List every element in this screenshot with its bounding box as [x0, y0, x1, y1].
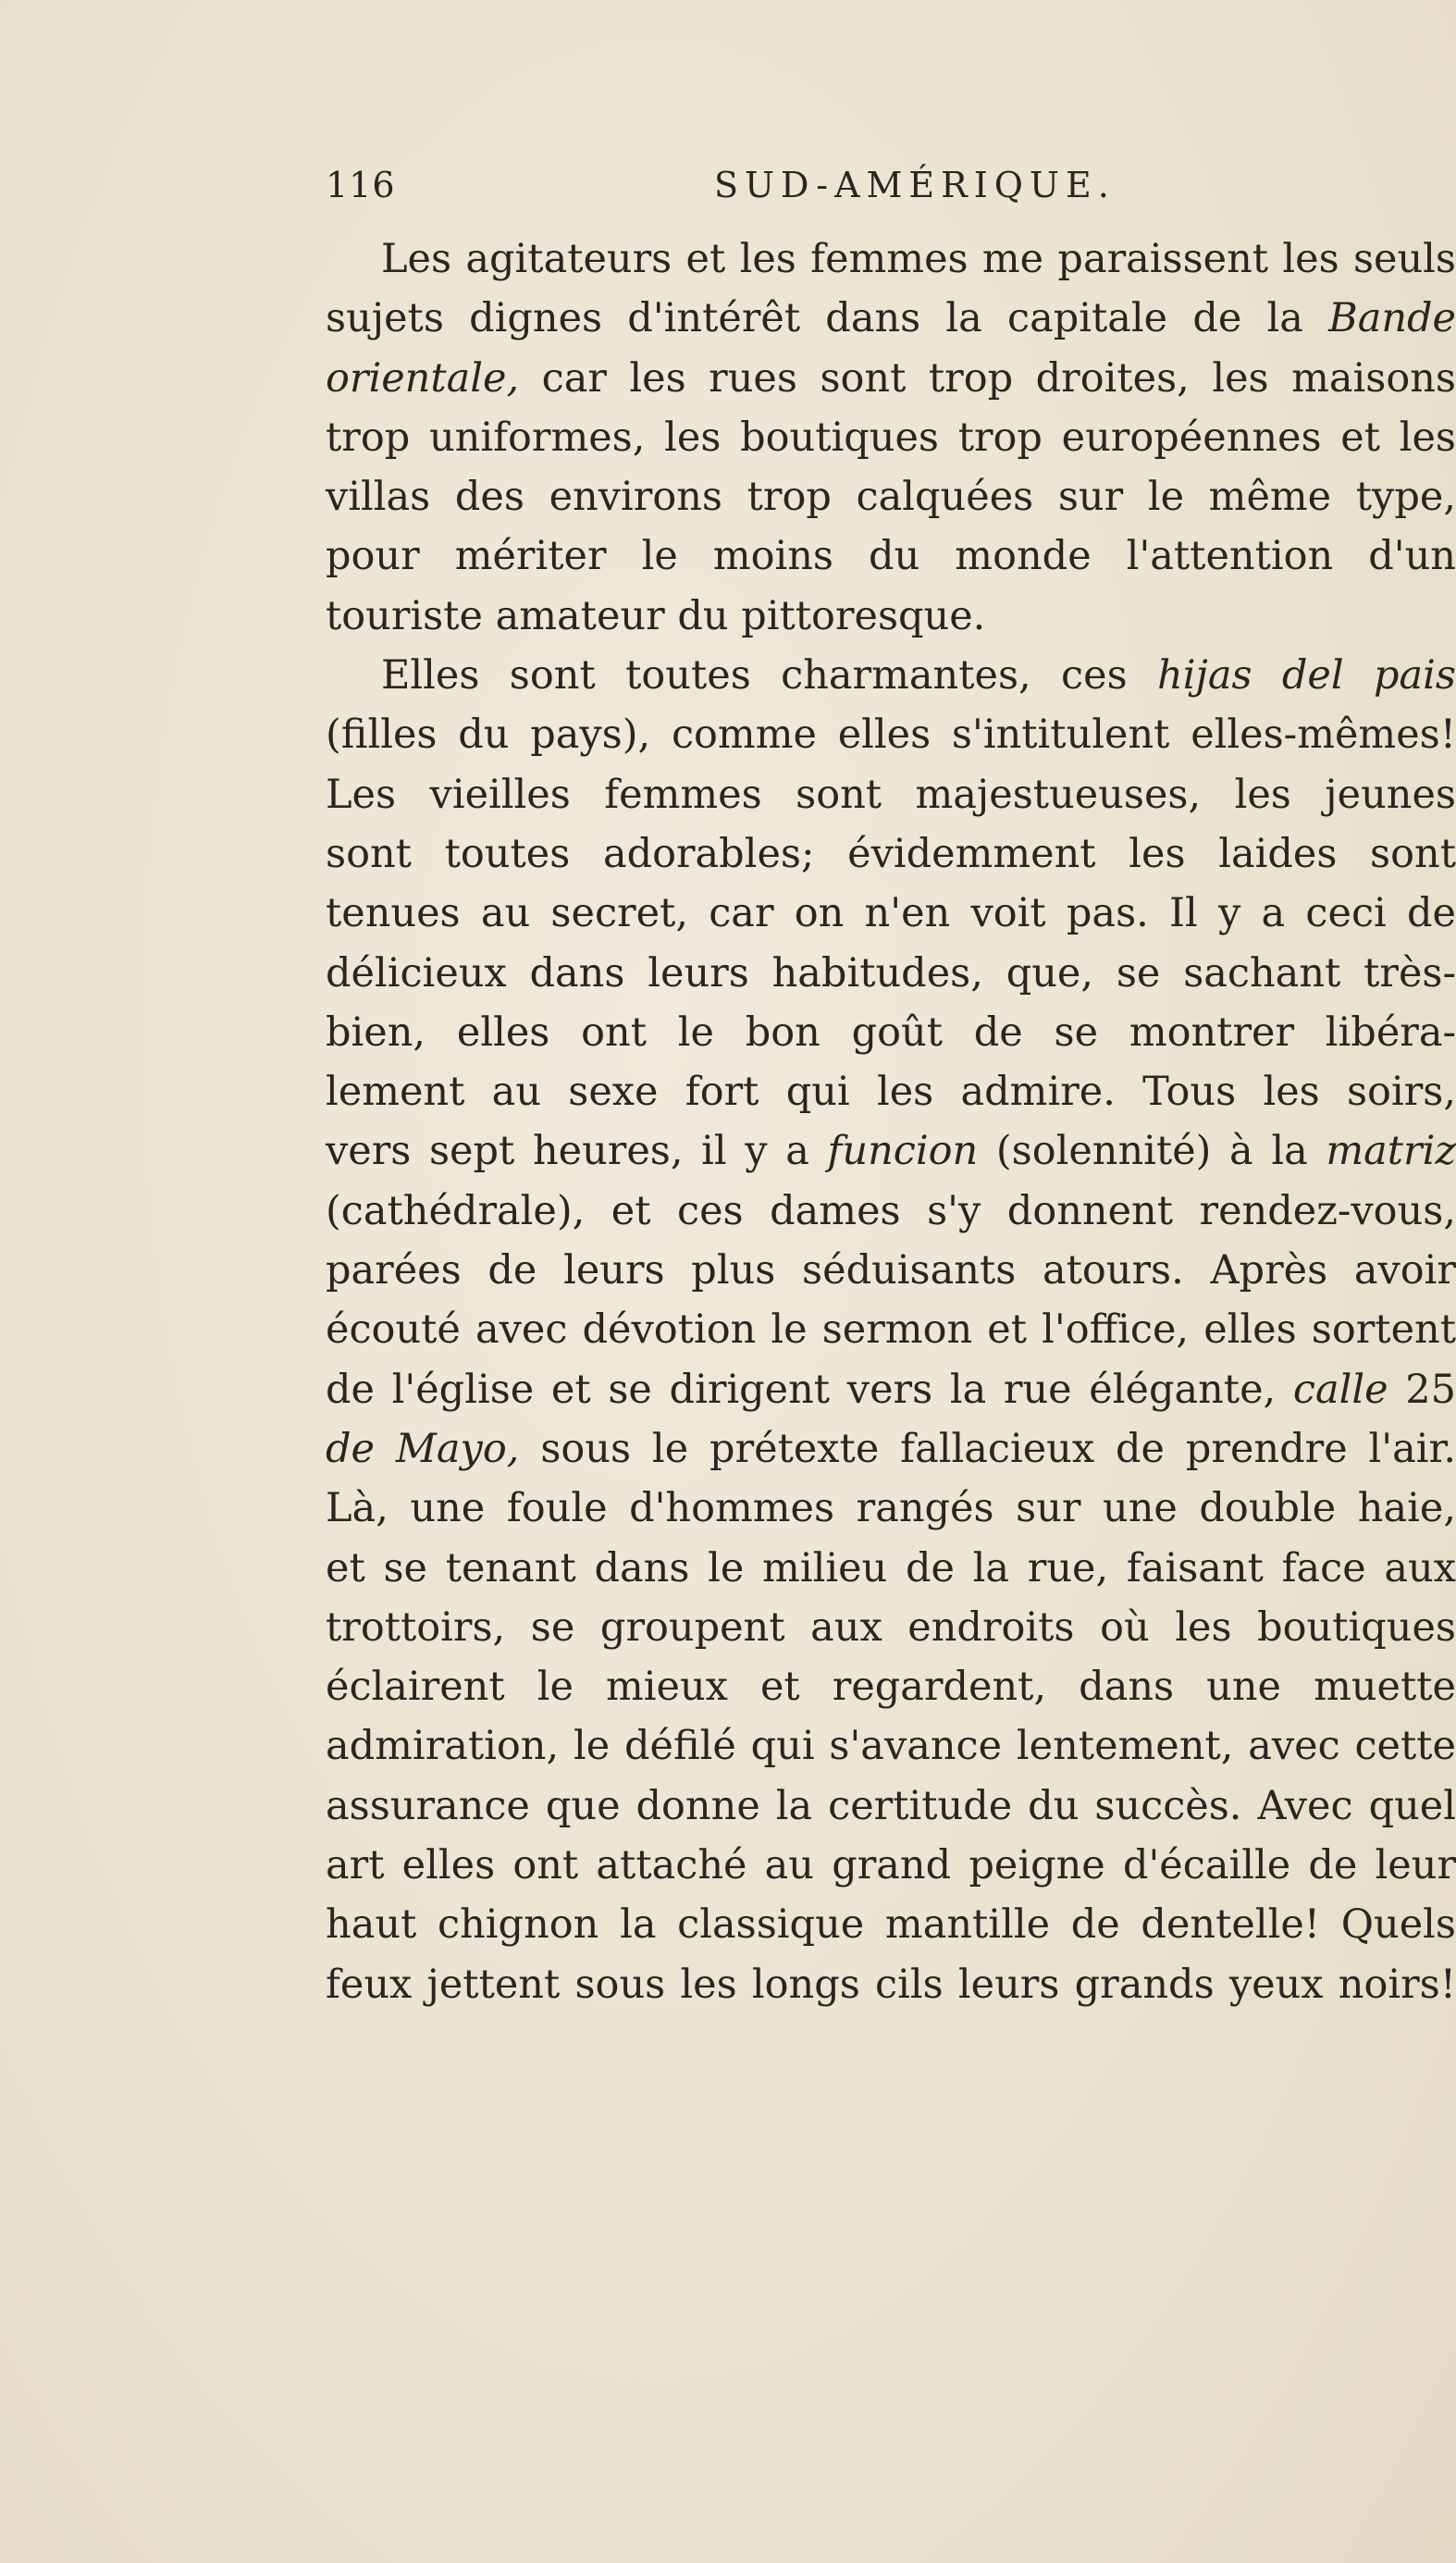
text-line: de l'église et se dirigent vers la rue élégante, calle 25 [326, 1366, 1456, 1413]
text-line: parées de leurs plus séduisants atours. Après avoir [326, 1247, 1456, 1294]
running-title: SUD-AMÉRIQUE. [714, 165, 1116, 205]
text-line: sont toutes adorables; évidemment les laides sont [326, 830, 1456, 877]
text-line: bien, elles ont le bon goût de se montrer libéra- [326, 1009, 1456, 1056]
italic-term: orientale, [326, 354, 520, 402]
body-text [326, 229, 1456, 2014]
italic-term: de Mayo, [326, 1425, 520, 1472]
text-line: délicieux dans leurs habitudes, que, se sachant très- [326, 949, 1456, 997]
text-line: éclairent le mieux et regardent, dans une muette [326, 1664, 1456, 1711]
text-line: lement au sexe fort qui les admire. Tous les soirs, [326, 1069, 1456, 1116]
text-line: art elles ont attaché au grand peigne d'écaille de leur [326, 1842, 1456, 1889]
text-line: trottoirs, se groupent aux endroits où les boutiques [326, 1603, 1456, 1651]
text-line: vers sept heures, il y a funcion (solennité) à la matriz [326, 1128, 1456, 1175]
text-line: Les agitateurs et les femmes me paraissent les seuls [381, 236, 1456, 282]
text-line: Là, une foule d'hommes rangés sur une double haie, [326, 1485, 1456, 1532]
page-header [326, 165, 1456, 220]
text-line: trop uniformes, les boutiques trop européennes et les [326, 414, 1456, 461]
italic-term: Bande [1328, 295, 1456, 342]
text-line: écouté avec dévotion le sermon et l'office, elles sortent [326, 1306, 1456, 1354]
italic-term: calle [1292, 1366, 1388, 1413]
text-line: sujets dignes d'intérêt dans la capitale de la Bande [326, 295, 1456, 342]
text-line: touriste amateur du pittoresque. [326, 592, 986, 639]
text-line: orientale, car les rues sont trop droites, les maisons [326, 354, 1456, 402]
italic-term: funcion [827, 1128, 979, 1175]
text-line: assurance que donne la certitude du succès. Avec quel [326, 1782, 1456, 1829]
text-line: tenues au secret, car on n'en voit pas. Il y a ceci de [326, 890, 1456, 937]
text-line: villas des environs trop calquées sur le même type, [326, 474, 1456, 521]
text-line: de Mayo, sous le prétexte fallacieux de prendre l'air. [326, 1425, 1456, 1472]
text-line: et se tenant dans le milieu de la rue, faisant face aux [326, 1544, 1456, 1591]
text-line: pour mériter le moins du monde l'attention d'un [326, 533, 1456, 580]
text-line: (filles du pays), comme elles s'intitulent elles-mêmes! [326, 712, 1456, 759]
text-line: feux jettent sous les longs cils leurs grands yeux noirs! [326, 1961, 1456, 2008]
text-line: (cathédrale), et ces dames s'y donnent rendez-vous, [326, 1187, 1456, 1234]
italic-term: hijas del pais [1157, 652, 1456, 700]
text-line: Elles sont toutes charmantes, ces hijas del pais [381, 652, 1456, 700]
text-line: admiration, le défilé qui s'avance lentement, avec cette [326, 1723, 1456, 1770]
text-line: haut chignon la classique mantille de dentelle! Quels [326, 1901, 1456, 1949]
page-number: 116 [326, 165, 396, 205]
italic-term: matriz [1326, 1128, 1456, 1175]
text-line: Les vieilles femmes sont majestueuses, les jeunes [326, 771, 1456, 818]
